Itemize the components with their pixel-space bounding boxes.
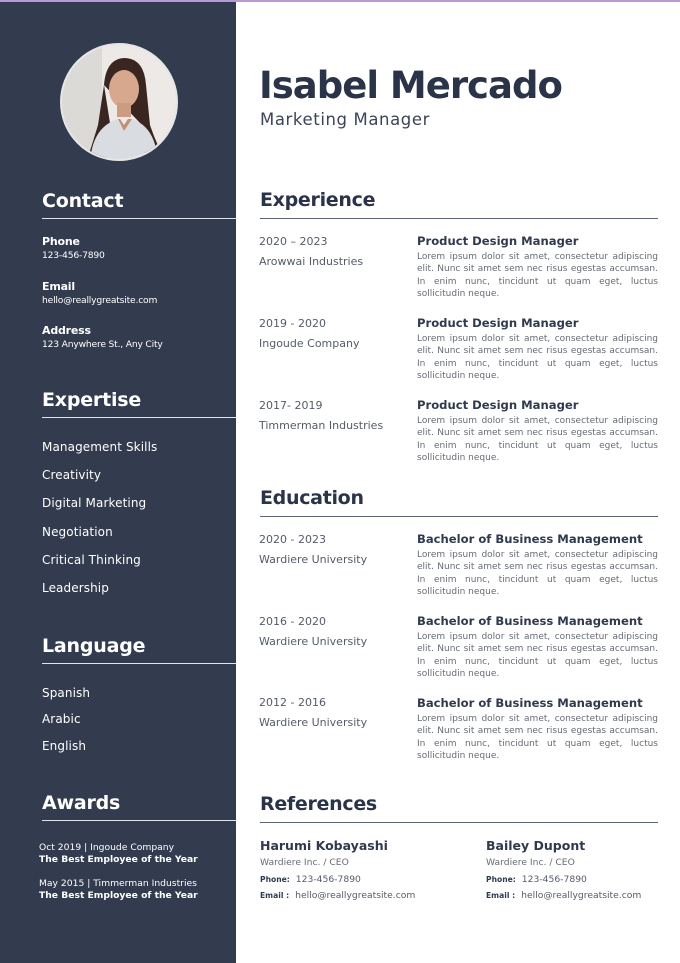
award-date-company: Oct 2019 | Ingoude Company [39, 842, 175, 853]
references-heading: References [260, 793, 377, 815]
education-degree: Bachelor of Business Management [417, 532, 643, 546]
experience-title: Product Design Manager [417, 398, 579, 412]
education-description: Lorem ipsum dolor sit amet, consectetur adipiscing elit. Nunc sit amet sem nec risus egestas accumsan. In enim nunc, tincidunt ut quam eget, luctus sollicitudin neque. [417, 550, 658, 598]
education-description: Lorem ipsum dolor sit amet, consectetur adipiscing elit. Nunc sit amet sem nec risus egestas accumsan. In enim nunc, tincidunt ut quam eget, luctus sollicitudin neque. [417, 714, 658, 762]
reference-phone-label: Phone: [486, 875, 516, 884]
email-label: Email [42, 280, 75, 293]
experience-heading: Experience [260, 189, 376, 211]
reference-phone [486, 874, 587, 885]
reference-phone-value: 123-456-7890 [521, 874, 587, 885]
reference-phone-value: 123-456-7890 [295, 874, 361, 885]
education-date: 2016 - 2020 [259, 615, 326, 628]
sidebar [0, 2, 236, 963]
awards-heading: Awards [42, 792, 121, 814]
reference-company: Wardiere Inc. / CEO [486, 857, 575, 868]
education-date: 2020 - 2023 [259, 533, 326, 546]
expertise-item: Leadership [42, 581, 109, 595]
award-title: The Best Employee of the Year [39, 854, 198, 865]
language-divider [42, 663, 236, 664]
experience-company: Timmerman Industries [259, 419, 384, 432]
reference-phone-label: Phone: [260, 875, 290, 884]
candidate-name: Isabel Mercado [259, 64, 562, 107]
language-item: Spanish [42, 686, 91, 700]
experience-title: Product Design Manager [417, 316, 579, 330]
language-item: Arabic [42, 712, 81, 726]
references-divider [260, 822, 658, 823]
profile-photo-icon [62, 45, 178, 161]
reference-email [260, 890, 415, 901]
profile-photo [60, 43, 178, 161]
reference-phone [260, 874, 361, 885]
experience-divider [260, 218, 658, 219]
experience-description: Lorem ipsum dolor sit amet, consectetur adipiscing elit. Nunc sit amet sem nec risus egestas accumsan. In enim nunc, tincidunt ut quam eget, luctus sollicitudin neque. [417, 252, 658, 300]
education-school: Wardiere University [259, 553, 368, 566]
expertise-item: Digital Marketing [42, 496, 147, 510]
reference-name: Bailey Dupont [486, 838, 586, 853]
education-divider [260, 516, 658, 517]
reference-email-label: Email : [486, 891, 516, 900]
expertise-heading: Expertise [42, 389, 142, 411]
address-label: Address [42, 324, 91, 337]
education-degree: Bachelor of Business Management [417, 614, 643, 628]
expertise-item: Critical Thinking [42, 553, 141, 567]
candidate-role: Marketing Manager [260, 110, 431, 129]
reference-email-label: Email : [260, 891, 290, 900]
reference-email-value[interactable]: hello@reallygreatsite.com [295, 890, 416, 901]
expertise-item: Creativity [42, 468, 102, 482]
education-school: Wardiere University [259, 716, 368, 729]
education-description: Lorem ipsum dolor sit amet, consectetur adipiscing elit. Nunc sit amet sem nec risus egestas accumsan. In enim nunc, tincidunt ut quam eget, luctus sollicitudin neque. [417, 632, 658, 680]
expertise-item: Management Skills [42, 440, 158, 454]
reference-company: Wardiere Inc. / CEO [260, 857, 349, 868]
education-heading: Education [260, 487, 364, 509]
reference-name: Harumi Kobayashi [260, 838, 388, 853]
address-value: 123 Anywhere St., Any City [42, 339, 163, 350]
award-title: The Best Employee of the Year [39, 890, 198, 901]
education-date: 2012 - 2016 [259, 696, 326, 709]
expertise-item: Negotiation [42, 525, 113, 539]
experience-description: Lorem ipsum dolor sit amet, consectetur adipiscing elit. Nunc sit amet sem nec risus egestas accumsan. In enim nunc, tincidunt ut quam eget, luctus sollicitudin neque. [417, 334, 658, 382]
language-heading: Language [42, 635, 146, 657]
experience-company: Arowwai Industries [259, 255, 364, 268]
awards-divider [42, 820, 236, 821]
email-value[interactable]: hello@reallygreatsite.com [42, 295, 158, 306]
language-item: English [42, 739, 87, 753]
contact-heading: Contact [42, 190, 124, 212]
experience-date: 2020 – 2023 [259, 235, 328, 248]
expertise-divider [42, 417, 236, 418]
education-school: Wardiere University [259, 635, 368, 648]
phone-label: Phone [42, 235, 80, 248]
experience-company: Ingoude Company [259, 337, 360, 350]
reference-email [486, 890, 641, 901]
experience-title: Product Design Manager [417, 234, 579, 248]
phone-value: 123-456-7890 [42, 250, 105, 261]
experience-description: Lorem ipsum dolor sit amet, consectetur adipiscing elit. Nunc sit amet sem nec risus egestas accumsan. In enim nunc, tincidunt ut quam eget, luctus sollicitudin neque. [417, 416, 658, 464]
reference-email-value[interactable]: hello@reallygreatsite.com [521, 890, 642, 901]
education-degree: Bachelor of Business Management [417, 696, 643, 710]
experience-date: 2019 - 2020 [259, 317, 326, 330]
experience-date: 2017- 2019 [259, 399, 323, 412]
contact-divider [42, 218, 236, 219]
award-date-company: May 2015 | Timmerman Industries [39, 878, 197, 889]
